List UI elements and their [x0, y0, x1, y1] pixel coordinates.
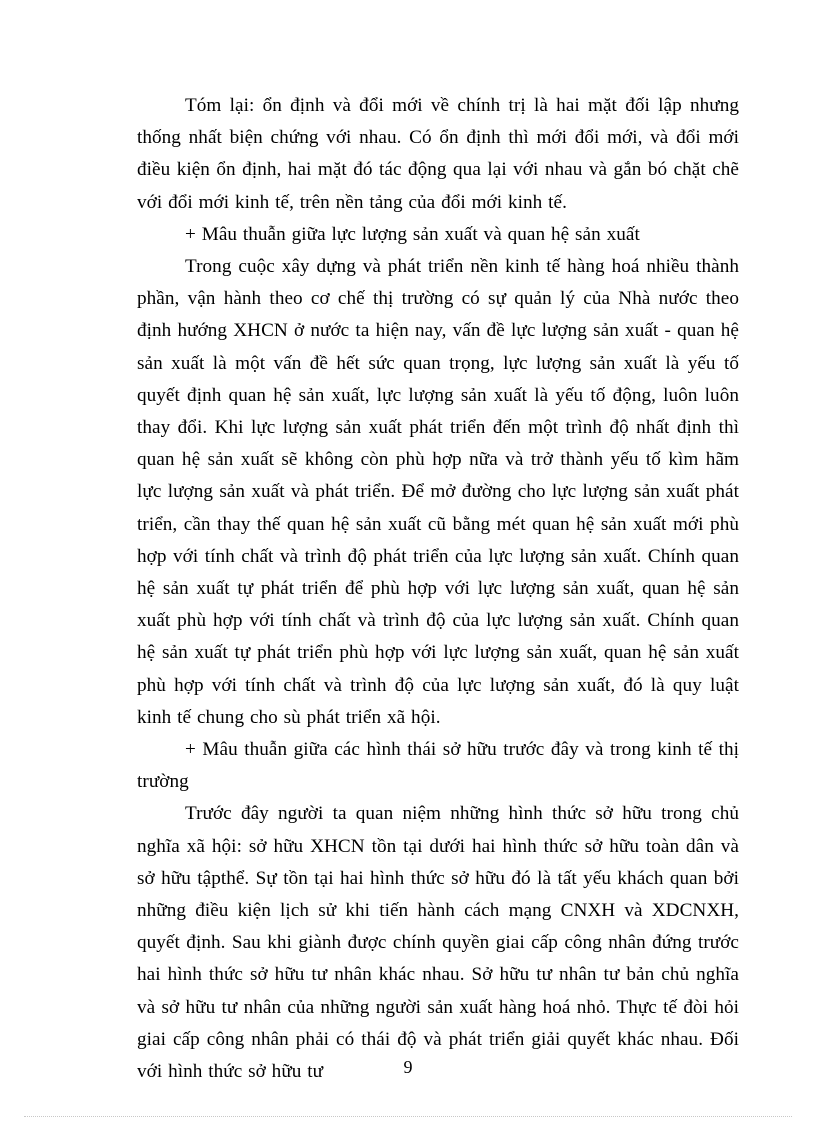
page-bottom-edge [24, 1116, 792, 1117]
page-number: 9 [403, 1057, 413, 1077]
heading-productive-forces-contradiction: + Mâu thuẫn giữa lực lượng sản xuất và quan hệ sản xuất [185, 223, 640, 245]
paragraph-ownership: Trước đây người ta quan niệm những hình thức sở hữu trong chủ nghĩa xã hội: sở hữu XHCN tồn tại dưới hai hình thức sở hữu toàn dân và sở hữu tậpthể. Sự tồn tại hai hình thức sở hữu đó là tất yếu khách quan bởi những điều kiện lịch sử khi tiến hành cách mạng CNXH và XDCNXH, quyết định. Sau khi giành được chính quyền giai cấp công nhân đứng trước hai hình thức sở hữu tư nhân khác nhau. Sở hữu tư nhân tư bản chủ nghĩa và sở hữu tư nhân của những người sản xuất hàng hoá nhỏ. Thực tế đòi hỏi giai cấp công nhân phải có thái độ và phát triển giải quyết khác nhau. Đối với hình thức sở hữu tư [137, 803, 739, 1083]
paragraph-summary: Tóm lại: ổn định và đổi mới về chính trị là hai mặt đối lập nhưng thống nhất biện chứng với nhau. Có ổn định thì mới đổi mới, và đổi mới điều kiện ổn định, hai mặt đó tác động qua lại với nhau và gắn bó chặt chẽ với đổi mới kinh tế, trên nền tảng của đổi mới kinh tế. [137, 95, 739, 213]
heading-ownership-contradiction: + Mâu thuẫn giữa các hình thái sở hữu trước đây và trong kinh tế thị trường [137, 739, 739, 793]
document-body [137, 90, 739, 1088]
paragraph-productive-forces: Trong cuộc xây dựng và phát triển nền kinh tế hàng hoá nhiều thành phần, vận hành theo cơ chế thị trường có sự quản lý của Nhà nước theo định hướng XHCN ở nước ta hiện nay, vấn đề lực lượng sản xuất - quan hệ sản xuất là một vấn đề hết sức quan trọng, lực lượng sản xuất là yếu tố quyết định quan hệ sản xuất, lực lượng sản xuất là yếu tố động, luôn luôn thay đổi. Khi lực lượng sản xuất phát triển đến một trình độ nhất định thì quan hệ sản xuất sẽ không còn phù hợp nữa và trở thành yếu tố kìm hãm lực lượng sản xuất và phát triển. Để mở đường cho lực lượng sản xuất phát triển, cần thay thế quan hệ sản xuất cũ bằng mét quan hệ sản xuất mới phù hợp với tính chất và trình độ phát triển của lực lượng sản xuất. Chính quan hệ sản xuất tự phát triển để phù hợp với lực lượng sản xuất, quan hệ sản xuất phù hợp với tính chất và trình độ của lực lượng sản xuất. Chính quan hệ sản xuất tự phát triển phù hợp với lực lượng sản xuất, quan hệ sản xuất phù hợp với tính chất và trình độ của lực lượng sản xuất, đó là quy luật kinh tế chung cho sù phát triển xã hội. [137, 256, 739, 728]
